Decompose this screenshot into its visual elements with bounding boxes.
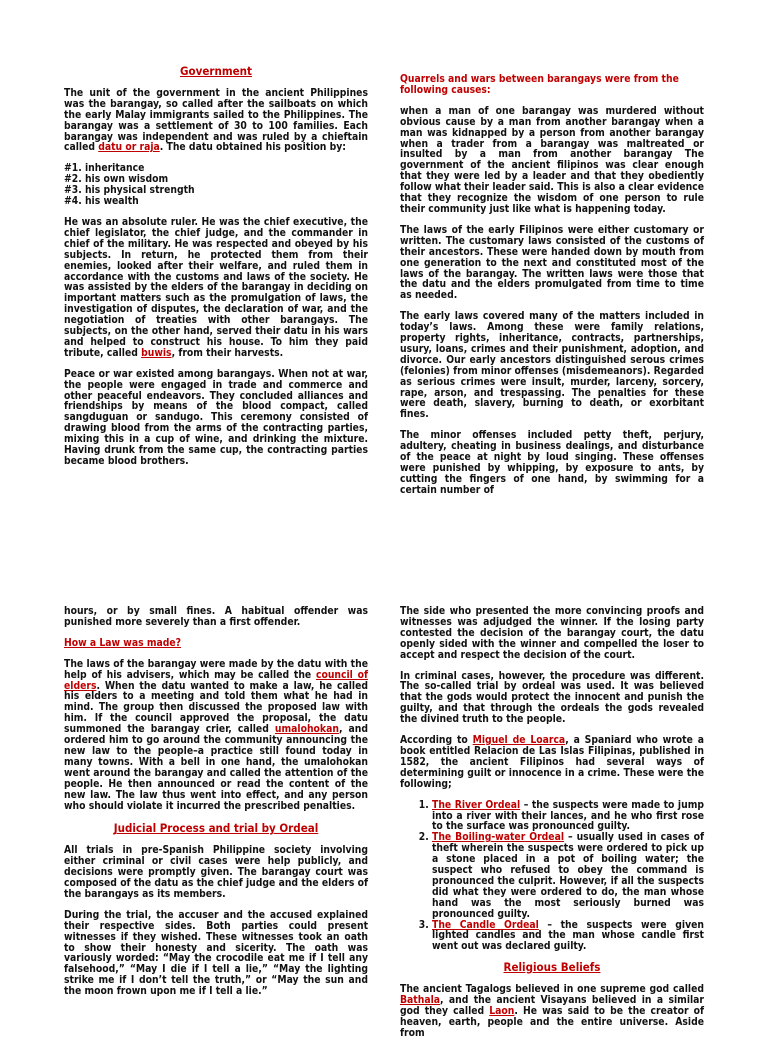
list-item: 2. The Boiling-water Ordeal – usually used in cases of theft wherein the suspects were ordered to pick up a stone placed in a pot of boiling water; the suspect who refused to obey the command is pronounced the culprit. However, if all the suspects did what they were ordered to do, the man whose hand was the most seriously burned was pronounced guilty. xyxy=(432,832,704,919)
page2-left-column xyxy=(64,606,368,997)
religious-beliefs-heading: Religious Beliefs xyxy=(503,960,601,975)
list-item: 1. The River Ordeal – the suspects were made to jump into a river with their lances, and he who first rose to the surface was pronounced guilty. xyxy=(432,800,704,833)
umalohokan-link[interactable]: umalohokan xyxy=(274,723,339,736)
datu-position-list xyxy=(64,163,368,207)
quarrels-paragraph-1: when a man of one barangay was murdered without obvious cause by a man from another barangay when a man was kidnapped by a person from another barangay when a trader from a barangay was maltreated or insulted by a man from another barangay The government of the ancient filipinos was clear enough that they were led by a leader and that they obediently follow what their leader said. This is also a clear evidence that they recognize the wisdom of one person to rule their community just like what is happening today. xyxy=(400,104,704,215)
loarca-paragraph: According to Miguel de Loarca, a Spaniard who wrote a book entitled Relacion de Las Islas Filipinas, published in 1582, the ancient Filipinos had several ways of determining guilt or innocence in a crime. These were the following; xyxy=(400,734,704,790)
religious-beliefs-paragraph: The ancient Tagalogs believed in one supreme god called Bathala, and the ancient Visayans believed in a similar god they called Laon. He was said to be the creator of heaven, earth, people and the entire universe. Aside from xyxy=(400,983,704,1039)
government-heading: Government xyxy=(180,64,252,78)
page2-right-column xyxy=(400,606,704,1039)
river-ordeal-link[interactable]: The River Ordeal xyxy=(432,798,521,811)
page1-right-column xyxy=(400,74,704,496)
trials-paragraph: All trials in pre-Spanish Philippine society involving either criminal or civil cases were help publicly, and decisions were promptly given. The barangay court was composed of the datu as the chief judge and the elders of the barangays as its members. xyxy=(64,844,368,900)
early-laws-paragraph: The early laws covered many of the matters included in today’s laws. Among these were family relations, property rights, inheritance, contracts, partnerships, usury, loans, crimes and their punishment, adoption, and divorce. Our early ancestors distinguished serous crimes (felonies) from minor offenses (misdemeanors). Regarded as serious crimes were insult, murder, larceny, sorcery, rape, arson, and trespassing. The penalties for these were death, slavery, burning to death, or exorbitant fines. xyxy=(400,310,704,421)
datu-or-raja-link[interactable]: datu or raja xyxy=(98,141,160,154)
list-item: #1. inheritance xyxy=(64,162,145,175)
bathala-link[interactable]: Bathala xyxy=(400,994,441,1007)
miguel-de-loarca-link[interactable]: Miguel de Loarca xyxy=(472,734,566,747)
judicial-process-heading: Judicial Process and trial by Ordeal xyxy=(113,821,319,836)
minor-offenses-paragraph: The minor offenses included petty theft, perjury, adultery, cheating in business dealings, and disturbance of the peace at night by loud singing. These offenses were punished by whipping, by exposure to ants, by cutting the fingers of one hand, by swimming for a certain number of xyxy=(400,429,704,496)
continued-paragraph: hours, or by small fines. A habitual offender was punished more severely than a first offender. xyxy=(64,605,368,628)
quarrels-heading: Quarrels and wars between barangays were from the following causes: xyxy=(400,73,679,96)
criminal-cases-paragraph: In criminal cases, however, the procedure was different. The so-called trial by ordeal was used. It was believed that the gods would protect the innocent and punish the guilty, and that through the ordeals the gods revealed the divined truth to the people. xyxy=(400,669,704,726)
list-item: 3. The Candle Ordeal – the suspects were given lighted candles and the man whose candle first went out was declared guilty. xyxy=(432,920,704,953)
laon-link[interactable]: Laon xyxy=(489,1005,515,1017)
laws-paragraph: The laws of the early Filipinos were either customary or written. The customary laws consisted of the customs of their ancestors. These were handed down by mouth from one generation to the next and constituted most of the laws of the barangay. The written laws were those that the datu and the elders promulgated from time to time as needed. xyxy=(400,223,704,302)
government-paragraph-3: Peace or war existed among barangays. When not at war, the people were engaged in trade and commerce and other peaceful endeavors. They concluded alliances and friendships by means of the blood compact, called sangduguan or sandugo. This ceremony consisted of drawing blood from the arms of the contracting parties, mixing this in a cup of wine, and drinking the mixture. Having drunk from the same cup, the contracting parties became blood brothers. xyxy=(64,367,368,467)
government-paragraph-2: He was an absolute ruler. He was the chief executive, the chief legislator, the chief judge, and the commander in chief of the military. He was respected and obeyed by his subjects. In return, he protected them from their enemies, looked after their welfare, and ruled them in accordance with the customs and laws of the society. He was assisted by the elders of the barangay in deciding on important matters such as the promulgation of laws, the investigation of disputes, the declaration of war, and the negotiation of treaties with other barangays. The subjects, on the other hand, served their datu in his wars and helped to construct his house. To him they paid tribute, called buwis, from their harvests. xyxy=(64,215,368,359)
winner-paragraph: The side who presented the more convincing proofs and witnesses was adjudged the winner. If the losing party contested the decision of the barangay court, the datu openly sided with the winner and compelled the loser to accept and respect the decision of the court. xyxy=(400,605,704,661)
candle-ordeal-link[interactable]: The Candle Ordeal xyxy=(432,918,539,931)
law-making-paragraph: The laws of the barangay were made by the datu with the help of his advisers, which may be called the council of elders. When the datu wanted to make a law, he called his elders to a meeting and told them what he had in mind. The group then discussed the proposed law with him. If the council approved the proposal, the datu summoned the barangay crier, called umalohokan, and ordered him to go around the community announcing the new law to the people–a practice still found today in many towns. With a bell in one hand, the umalohokan went around the barangay and called the attention of the people. He then announced or read the content of the new law. The law thus went into effect, and any person who should violate it incurred the prescribed penalties. xyxy=(64,657,369,812)
government-paragraph-1: The unit of the government in the ancient Philippines was the barangay, so called after the sailboats on which the early Malay immigrants sailed to the Philippines. The barangay was a settlement of 30 to 100 families. Each barangay was independent and was ruled by a chieftain called datu or raja. The datu obtained his position by: xyxy=(64,86,368,154)
ordeals-list xyxy=(400,800,704,953)
page1-left-column xyxy=(64,66,368,477)
list-item: #4. his wealth xyxy=(64,195,139,208)
how-law-made-heading: How a Law was made? xyxy=(64,636,182,649)
list-item: #2. his own wisdom xyxy=(64,173,169,186)
council-of-elders-link[interactable]: council of elders xyxy=(64,668,369,692)
oath-paragraph: During the trial, the accuser and the accused explained their respective sides. Both parties could present witnesses if they wished. These witnesses took an oath to show their honesty and sicerity. The oath was variously worded: “May the crocodile eat me if I tell any falsehood,” “May I die if I tell a lie,” “May the lighting strike me if I don’t tell the truth,” or “May the sun and the moon frown upon me if I tell a lie.” xyxy=(64,908,368,998)
list-item: #3. his physical strength xyxy=(64,184,195,197)
buwis-link[interactable]: buwis xyxy=(141,346,172,359)
boiling-water-ordeal-link[interactable]: The Boiling-water Ordeal xyxy=(432,831,565,844)
